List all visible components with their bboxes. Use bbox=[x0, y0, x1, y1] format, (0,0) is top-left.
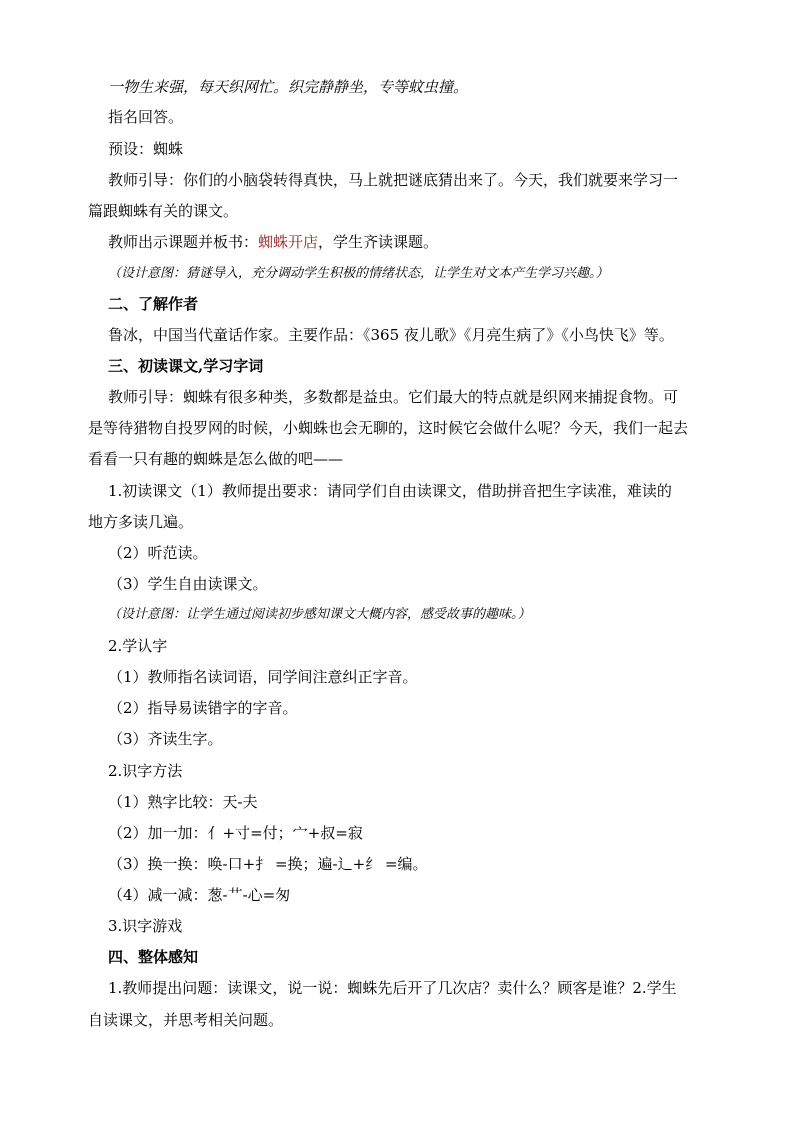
design-intent-note: （设计意图：让学生通过阅读初步感知课文大概内容，感受故事的趣味。） bbox=[108, 607, 531, 622]
paragraph: 鲁冰，中国当代童话作家。主要作品：《365 夜儿歌》《月亮生病了》《小鸟快飞》等。 bbox=[108, 326, 674, 344]
lesson-title-highlight: 蜘蛛开店 bbox=[258, 233, 319, 251]
riddle-text: 一物生来强，每天织网忙。织完静静坐，专等蚊虫撞。 bbox=[108, 78, 469, 96]
section-heading: 四、整体感知 bbox=[108, 948, 199, 966]
list-item: （4）减一减：葱-艹-心=匆 bbox=[108, 886, 291, 904]
subheading: 3.识字游戏 bbox=[108, 917, 183, 935]
list-item: 1.初读课文（1）教师提出要求：请同学们自由读课文，借助拼音把生字读准，难读的 bbox=[108, 482, 672, 500]
paragraph-continuation: 自读课文，并思考相关问题。 bbox=[88, 1011, 284, 1029]
list-item: （2）加一加：亻+寸=付；宀+叔=寂 bbox=[108, 824, 363, 842]
list-item: （1）教师指名读词语，同学间注意纠正字音。 bbox=[108, 668, 418, 686]
section-heading: 二、了解作者 bbox=[108, 295, 199, 313]
list-item: （3）换一换：唤-口+扌 =换；遍-辶+纟 =编。 bbox=[108, 855, 428, 873]
paragraph-continuation: 地方多读几遍。 bbox=[88, 513, 194, 531]
list-item: （2）听范读。 bbox=[108, 544, 208, 562]
section-heading: 三、初读课文,学习字词 bbox=[108, 357, 264, 375]
subheading: 2.学认字 bbox=[108, 637, 168, 655]
paragraph-continuation: 是等待猎物自投罗网的时候，小蜘蛛也会无聊的，这时候它会做什么呢？今天，我们一起去 bbox=[88, 419, 689, 437]
paragraph-continuation: 篇跟蜘蛛有关的课文。 bbox=[88, 202, 239, 220]
list-item: （2）指导易读错字的字音。 bbox=[108, 699, 298, 717]
list-item: （1）熟字比较：天-夫 bbox=[108, 793, 258, 811]
list-item: （3）学生自由读课文。 bbox=[108, 575, 268, 593]
subheading: 2.识字方法 bbox=[108, 762, 183, 780]
design-intent-note: （设计意图：猜谜导入，充分调动学生积极的情绪状态，让学生对文本产生学习兴趣。） bbox=[108, 266, 609, 281]
paragraph-title-intro bbox=[108, 232, 438, 252]
text-run: 教师出示课题并板书： bbox=[108, 233, 259, 251]
paragraph-continuation: 看看一只有趣的蜘蛛是怎么做的吧—— bbox=[88, 450, 344, 468]
list-item: （3）齐读生字。 bbox=[108, 730, 223, 748]
list-item: 1.教师提出问题：读课文，说一说：蜘蛛先后开了几次店？卖什么？顾客是谁？2.学生 bbox=[108, 979, 677, 997]
paragraph: 教师引导：蜘蛛有很多种类，多数都是益虫。它们最大的特点就是织网来捕捉食物。可 bbox=[108, 388, 679, 406]
text-run: ，学生齐读课题。 bbox=[318, 233, 439, 251]
paragraph: 预设：蜘蛛 bbox=[108, 140, 184, 158]
paragraph: 指名回答。 bbox=[108, 108, 184, 126]
paragraph: 教师引导：你们的小脑袋转得真快，马上就把谜底猜出来了。今天，我们就要来学习一 bbox=[108, 171, 679, 189]
